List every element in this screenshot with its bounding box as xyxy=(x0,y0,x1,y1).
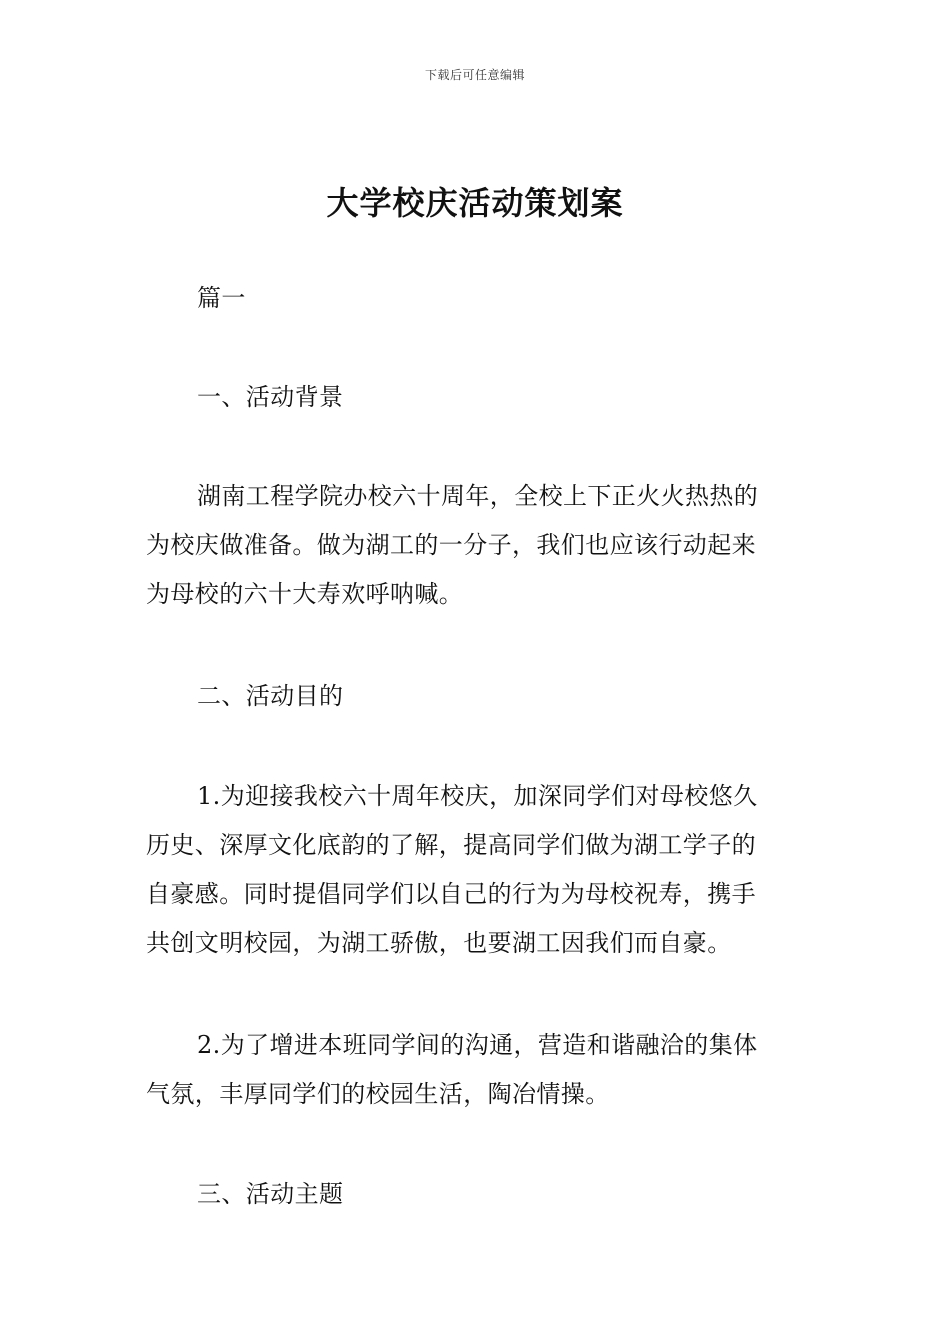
paragraph-line: 为母校的六十大寿欢呼呐喊。 xyxy=(146,580,464,608)
section-heading-background xyxy=(146,373,808,422)
paragraph-line: 自豪感。同时提倡同学们以自己的行为为母校祝寿，携手 xyxy=(146,880,756,908)
paragraph-line: 历史、深厚文化底韵的了解，提高同学们做为湖工学子的 xyxy=(146,831,756,859)
paragraph-line: 共创文明校园，为湖工骄傲，也要湖工因我们而自豪。 xyxy=(146,929,732,957)
section-heading-purpose xyxy=(146,672,808,721)
paragraph-line: 1.为迎接我校六十周年校庆，加深同学们对母校悠久 xyxy=(197,782,758,810)
paragraph-purpose-1 xyxy=(146,772,808,968)
header-note: 下载后可任意编辑 xyxy=(424,68,525,82)
paragraph-line: 2.为了增进本班同学间的沟通，营造和谐融洽的集体 xyxy=(197,1031,758,1059)
paragraph-line: 为校庆做准备。做为湖工的一分子，我们也应该行动起来 xyxy=(146,531,756,559)
paragraph-line: 湖南工程学院办校六十周年，全校上下正火火热热的 xyxy=(197,482,759,510)
part-label xyxy=(146,274,808,323)
part-label-text: 篇一 xyxy=(197,284,246,312)
paragraph-background xyxy=(146,472,808,619)
paragraph-line: 气氛，丰厚同学们的校园生活，陶冶情操。 xyxy=(146,1080,610,1108)
section-heading-text: 二、活动目的 xyxy=(197,682,344,710)
paragraph-purpose-2 xyxy=(146,1021,808,1119)
section-heading-theme xyxy=(146,1170,808,1219)
section-heading-text: 三、活动主题 xyxy=(197,1180,344,1208)
section-heading-text: 一、活动背景 xyxy=(197,383,344,411)
document-title: 大学校庆活动策划案 xyxy=(326,184,624,222)
